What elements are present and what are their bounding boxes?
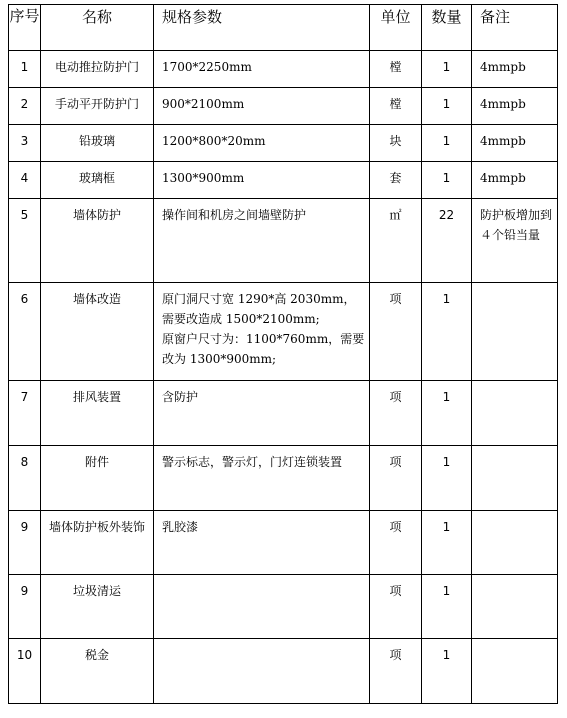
- table-row: [9, 125, 558, 162]
- spec-line: 操作间和机房之间墙壁防护: [162, 208, 307, 222]
- table-row: [9, 575, 558, 639]
- table-row: [9, 511, 558, 575]
- cell-seq: 1: [9, 51, 41, 88]
- cell-qty: 1: [422, 162, 472, 199]
- cell-qty: 1: [422, 381, 472, 446]
- cell-qty: 1: [422, 88, 472, 125]
- cell-seq: 6: [9, 283, 41, 381]
- cell-note: [472, 381, 558, 446]
- table-row: [9, 162, 558, 199]
- cell-seq: 5: [9, 199, 41, 283]
- cell-qty: 1: [422, 51, 472, 88]
- table-row: [9, 446, 558, 511]
- cell-spec: [154, 639, 370, 704]
- cell-name: 附件: [41, 446, 154, 511]
- cell-spec: [154, 125, 370, 162]
- cell-note: [472, 283, 558, 381]
- cell-seq: 3: [9, 125, 41, 162]
- cell-unit: 项: [370, 511, 422, 575]
- cell-note: [472, 446, 558, 511]
- header-row: [9, 5, 558, 51]
- cell-spec: [154, 575, 370, 639]
- cell-unit: ㎡: [370, 199, 422, 283]
- header-qty: 数量: [422, 5, 472, 51]
- cell-unit: 套: [370, 162, 422, 199]
- cell-name: 电动推拉防护门: [41, 51, 154, 88]
- cell-unit: 樘: [370, 88, 422, 125]
- cell-spec: [154, 162, 370, 199]
- cell-note: 4mmpb: [472, 125, 558, 162]
- header-unit: 单位: [370, 5, 422, 51]
- cell-note: 4mmpb: [472, 162, 558, 199]
- spec-line: 乳胶漆: [162, 520, 199, 534]
- cell-seq: 4: [9, 162, 41, 199]
- table-row: [9, 283, 558, 381]
- cell-spec: [154, 199, 370, 283]
- cell-unit: 块: [370, 125, 422, 162]
- cell-name: 玻璃框: [41, 162, 154, 199]
- cell-seq: 8: [9, 446, 41, 511]
- spec-line: 含防护: [162, 390, 199, 404]
- equipment-table: [8, 4, 558, 704]
- table-row: [9, 51, 558, 88]
- cell-seq: 10: [9, 639, 41, 704]
- spec-line: 原门洞尺寸宽 1290*高 2030mm，需要改造成 1500*2100mm;: [162, 292, 356, 326]
- cell-unit: 项: [370, 446, 422, 511]
- cell-qty: 1: [422, 446, 472, 511]
- table-row: [9, 199, 558, 283]
- cell-spec: [154, 511, 370, 575]
- cell-qty: 1: [422, 639, 472, 704]
- cell-seq: 9: [9, 575, 41, 639]
- spec-line: 警示标志，警示灯，门灯连锁装置: [162, 455, 343, 469]
- spec-line: 原窗户尺寸为：1100*760mm，需要改为 1300*900mm;: [162, 332, 365, 366]
- cell-name: 墙体防护: [41, 199, 154, 283]
- cell-unit: 樘: [370, 51, 422, 88]
- cell-note: 防护板增加到４个铅当量: [472, 199, 558, 283]
- cell-note: [472, 575, 558, 639]
- cell-name: 墙体改造: [41, 283, 154, 381]
- cell-name: 铅玻璃: [41, 125, 154, 162]
- spec-line: 900*2100mm: [162, 97, 245, 111]
- cell-seq: 7: [9, 381, 41, 446]
- spec-line: 1300*900mm: [162, 171, 245, 185]
- cell-name: 手动平开防护门: [41, 88, 154, 125]
- cell-note: 4mmpb: [472, 51, 558, 88]
- cell-seq: 9: [9, 511, 41, 575]
- cell-note: [472, 639, 558, 704]
- cell-unit: 项: [370, 381, 422, 446]
- cell-spec: [154, 381, 370, 446]
- table-row: [9, 88, 558, 125]
- cell-qty: 1: [422, 575, 472, 639]
- cell-qty: 22: [422, 199, 472, 283]
- cell-unit: 项: [370, 575, 422, 639]
- cell-unit: 项: [370, 283, 422, 381]
- cell-spec: [154, 51, 370, 88]
- cell-spec: [154, 283, 370, 381]
- cell-qty: 1: [422, 511, 472, 575]
- table-row: [9, 639, 558, 704]
- cell-name: 垃圾清运: [41, 575, 154, 639]
- header-name: 名称: [41, 5, 154, 51]
- header-note: 备注: [472, 5, 558, 51]
- cell-qty: 1: [422, 283, 472, 381]
- spec-line: 1200*800*20mm: [162, 134, 266, 148]
- cell-qty: 1: [422, 125, 472, 162]
- cell-name: 税金: [41, 639, 154, 704]
- cell-name: 排风装置: [41, 381, 154, 446]
- cell-note: 4mmpb: [472, 88, 558, 125]
- table-row: [9, 381, 558, 446]
- table-body: [9, 51, 558, 704]
- spec-line: 1700*2250mm: [162, 60, 252, 74]
- cell-seq: 2: [9, 88, 41, 125]
- cell-unit: 项: [370, 639, 422, 704]
- cell-note: [472, 511, 558, 575]
- cell-spec: [154, 446, 370, 511]
- header-seq: 序号: [9, 5, 41, 51]
- header-spec: 规格参数: [154, 5, 370, 51]
- cell-name: 墙体防护板外装饰: [41, 511, 154, 575]
- cell-spec: [154, 88, 370, 125]
